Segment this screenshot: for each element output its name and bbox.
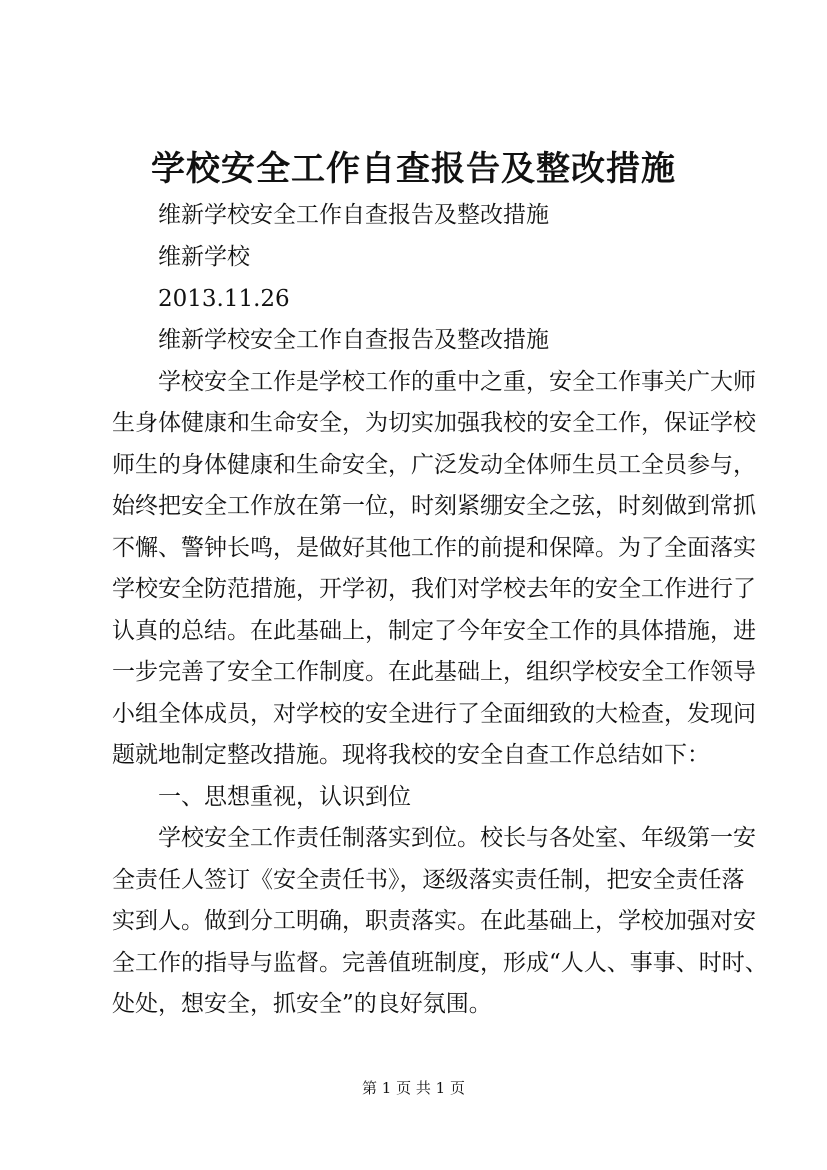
subtitle-line: 维新学校安全工作自查报告及整改措施 [158,202,549,228]
date-line: 2013.11.26 [158,286,290,312]
section-heading: 一、思想重视，认识到位 [158,784,411,810]
paragraph-line: 全责任人签订《安全责任书》，逐级落实责任制，把安全责任落 [112,867,745,893]
subtitle-repeat-line: 维新学校安全工作自查报告及整改措施 [158,327,549,353]
paragraph-line: 全工作的指导与监督。完善值班制度，形成“人人、事事、时时、 [112,950,768,976]
paragraph-line: 题就地制定整改措施。现将我校的安全自查工作总结如下： [112,742,710,768]
paragraph-line: 始终把安全工作放在第一位，时刻紧绷安全之弦，时刻做到常抓 [112,493,756,519]
paragraph-line: 师生的身体健康和生命安全，广泛发动全体师生员工全员参与， [112,452,756,478]
paragraph-line: 小组全体成员，对学校的安全进行了全面细致的大检查，发现问 [112,701,756,727]
paragraph-line: 生身体健康和生命安全，为切实加强我校的安全工作，保证学校 [112,410,756,436]
paragraph-line: 实到人。做到分工明确，职责落实。在此基础上，学校加强对安 [112,908,756,934]
paragraph-line: 学校安全工作责任制落实到位。校长与各处室、年级第一安 [158,825,756,851]
school-name-line: 维新学校 [158,244,250,270]
paragraph-line: 学校安全防范措施，开学初，我们对学校去年的安全工作进行了 [112,576,756,602]
document-title: 学校安全工作自查报告及整改措施 [151,149,676,189]
paragraph-line: 一步完善了安全工作制度。在此基础上，组织学校安全工作领导 [112,659,756,685]
paragraph-line: 认真的总结。在此基础上，制定了今年安全工作的具体措施，进 [112,618,756,644]
page-number-footer: 第 1 页 共 1 页 [362,1079,465,1097]
paragraph-line: 学校安全工作是学校工作的重中之重，安全工作事关广大师 [158,369,756,395]
paragraph-line: 不懈、警钟长鸣，是做好其他工作的前提和保障。为了全面落实 [112,535,756,561]
paragraph-line: 处处，想安全，抓安全”的良好氛围。 [112,991,492,1017]
